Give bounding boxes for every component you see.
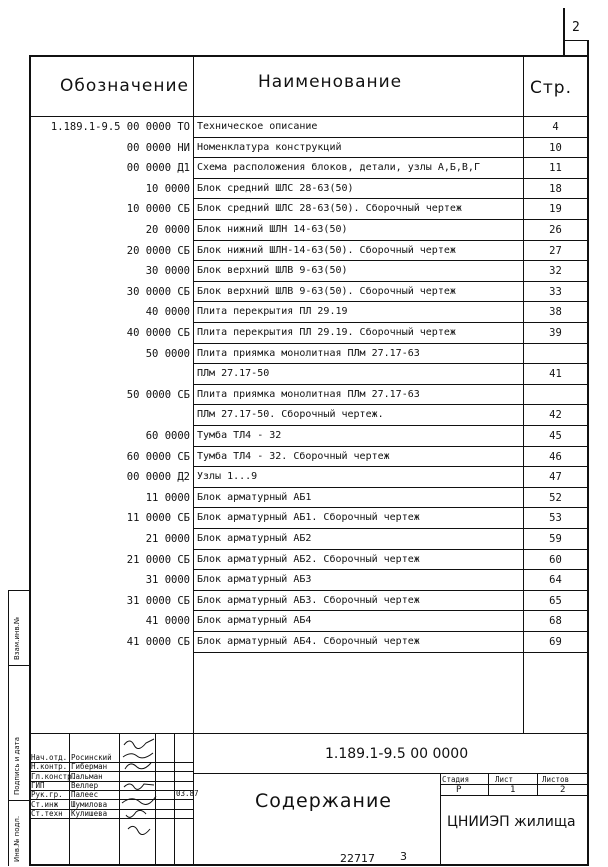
row-name: Тумба ТЛ4 - 32. Сборочный чертеж <box>197 450 390 462</box>
row-page: 64 <box>549 574 562 587</box>
row-name: Номенклатура конструкций <box>197 141 342 153</box>
side-label-podpis: Подпись и дата <box>13 737 21 795</box>
margin-div-3 <box>8 800 29 801</box>
row-code: 20 0000 СБ <box>126 244 190 257</box>
row-underline <box>193 198 589 199</box>
row-name: Блок арматурный АБ1. Сборочный чертеж <box>197 512 420 524</box>
row-underline <box>193 404 589 405</box>
sheet-box-left <box>563 8 565 56</box>
row-name: Узлы 1...9 <box>197 471 258 483</box>
row-underline <box>193 178 589 179</box>
side-label-vzam: Взам.инв.№ <box>13 616 21 660</box>
row-page: 42 <box>549 409 562 422</box>
row-name: Блок арматурный АБ3. Сборочный чертеж <box>197 594 420 606</box>
row-underline <box>193 219 589 220</box>
sign-name: Кулишева <box>71 809 108 819</box>
row-code: 41 0000 <box>145 615 190 628</box>
row-underline <box>193 260 589 261</box>
row-name: Плита перекрытия ПЛ 29.19 <box>197 306 348 318</box>
row-page: 10 <box>549 141 562 154</box>
row-name: Блок арматурный АБ3 <box>197 574 312 586</box>
row-underline <box>193 507 589 508</box>
row-code: 11 0000 <box>145 491 190 504</box>
tb-top <box>29 733 589 734</box>
row-page: 68 <box>549 615 562 628</box>
row-page: 11 <box>549 162 562 175</box>
row-name: Блок средний ШЛС 28-63(50) <box>197 182 354 194</box>
row-code: 00 0000 Д2 <box>126 471 190 484</box>
row-page: 52 <box>549 491 562 504</box>
row-underline <box>193 652 589 653</box>
row-underline <box>193 487 589 488</box>
row-underline <box>193 301 589 302</box>
row-name: Техническое описание <box>197 121 318 132</box>
tb-col-e <box>193 733 194 865</box>
row-code: 31 0000 СБ <box>126 594 190 607</box>
row-code: 50 0000 <box>145 347 190 360</box>
row-page: 26 <box>549 224 562 236</box>
footer-sheet: 3 <box>400 850 407 863</box>
row-page: 65 <box>549 594 562 607</box>
row-page: 60 <box>549 553 562 566</box>
row-page: 69 <box>549 636 562 648</box>
sign-name: Веллер <box>71 781 99 790</box>
row-code: 41 0000 СБ <box>126 636 190 648</box>
row-name: Блок арматурный АБ4. Сборочный чертеж <box>197 636 420 647</box>
header-page: Стр. <box>530 78 572 98</box>
row-underline <box>193 466 589 467</box>
row-page: 47 <box>549 471 562 484</box>
margin-strip <box>8 590 9 866</box>
sign-role: Гл.констр. <box>31 771 77 781</box>
row-page: 59 <box>549 533 562 545</box>
tb-mid-h <box>193 773 589 774</box>
tb-r-v2 <box>537 773 538 795</box>
sign-role: Рук.гр. <box>31 790 63 800</box>
row-name: Блок нижний ШЛН-14-63(50). Сборочный чертеж <box>197 244 456 256</box>
row-underline <box>193 137 589 138</box>
row-page: 33 <box>549 285 562 298</box>
sign-name: Росинский <box>71 752 112 762</box>
row-code: 20 0000 <box>145 224 190 236</box>
row-page: 46 <box>549 450 562 463</box>
doc-code: 1.189.1-9.5 00 0000 <box>325 746 469 762</box>
row-name: Схема расположения блоков, детали, узлы А,Б,В,Г <box>197 162 480 174</box>
sheets-label: Листов <box>542 775 570 784</box>
row-underline <box>193 425 589 426</box>
row-name: ПЛм 27.17-50 <box>197 368 270 380</box>
row-name: Плита приямка монолитная ПЛм 27.17-63 <box>197 347 420 359</box>
row-page: 45 <box>549 430 562 442</box>
frame-right <box>587 40 589 866</box>
stage-value: Р <box>456 785 462 795</box>
row-code: 10 0000 СБ <box>126 203 190 216</box>
organization: ЦНИИЭП жилища <box>447 814 576 830</box>
row-underline <box>193 281 589 282</box>
row-name: Блок верхний ШЛВ 9-63(50) <box>197 265 348 277</box>
row-page: 27 <box>549 244 562 257</box>
sign-name: Пальман <box>71 771 103 781</box>
margin-div-1 <box>8 590 29 591</box>
doc-title: Содержание <box>255 790 392 812</box>
tb-r-h2 <box>440 795 589 796</box>
row-underline <box>193 569 589 570</box>
sheet-box-top <box>563 40 589 41</box>
sign-role: Нач.отд. <box>31 752 68 762</box>
row-name: ПЛм 27.17-50. Сборочный чертеж. <box>197 409 384 421</box>
row-code: 40 0000 СБ <box>126 327 190 339</box>
row-underline <box>193 384 589 385</box>
header-name: Наименование <box>258 72 403 92</box>
tb-r-v1 <box>488 773 489 795</box>
row-page: 19 <box>549 203 562 216</box>
header-bottom <box>29 116 589 117</box>
row-underline <box>193 157 589 158</box>
row-name: Блок арматурный АБ2 <box>197 533 312 544</box>
row-code: 21 0000 <box>145 533 190 545</box>
row-underline <box>193 322 589 323</box>
frame-left <box>29 55 31 866</box>
row-code: 30 0000 <box>145 265 190 278</box>
frame-top <box>29 55 589 57</box>
row-name: Блок арматурный АБ2. Сборочный чертеж <box>197 553 420 565</box>
row-underline <box>193 528 589 529</box>
side-label-inv: Инв.№ подл. <box>13 815 21 862</box>
row-page: 4 <box>552 121 559 133</box>
row-page: 18 <box>549 182 562 195</box>
row-underline <box>193 363 589 364</box>
row-page: 41 <box>549 368 562 381</box>
sign-row-line <box>29 818 193 819</box>
row-name: Плита перекрытия ПЛ 29.19. Сборочный чертеж <box>197 327 456 338</box>
row-name: Тумба ТЛ4 - 32 <box>197 430 282 441</box>
sign-row-line <box>29 781 193 782</box>
signature-marks <box>120 735 160 865</box>
row-page: 53 <box>549 512 562 525</box>
sign-name: Гиберман <box>71 762 108 772</box>
row-underline <box>193 343 589 344</box>
row-code: 50 0000 СБ <box>126 388 190 401</box>
sheet-label: Лист <box>495 775 514 784</box>
row-name: Блок средний ШЛС 28-63(50). Сборочный чертеж <box>197 203 462 215</box>
tb-right-v <box>440 773 441 865</box>
row-underline <box>193 549 589 550</box>
row-code: 00 0000 Д1 <box>126 162 190 175</box>
row-code: 60 0000 СБ <box>126 450 190 463</box>
row-name: Блок верхний ШЛВ 9-63(50). Сборочный чертеж <box>197 285 456 297</box>
footer-number: 22717 <box>340 852 375 865</box>
row-page: 39 <box>549 327 562 339</box>
sheet-number: 2 <box>572 20 580 35</box>
row-code: 30 0000 СБ <box>126 285 190 298</box>
sign-name: Шумилова <box>71 799 108 809</box>
sign-role: Ст.инж <box>31 799 59 809</box>
row-underline <box>193 446 589 447</box>
row-code: 1.189.1-9.5 00 0000 ТО <box>50 121 190 133</box>
sign-role: Ст.техн <box>31 809 63 819</box>
row-underline <box>193 590 589 591</box>
row-code: 60 0000 <box>145 430 190 442</box>
row-underline <box>193 240 589 241</box>
row-name: Блок арматурный АБ4 <box>197 615 312 627</box>
frame-bottom <box>29 864 589 866</box>
row-code: 40 0000 <box>145 306 190 319</box>
sheets-value: 2 <box>560 785 566 795</box>
sheet-value: 1 <box>510 785 516 795</box>
row-code: 10 0000 <box>145 182 190 195</box>
stage-label: Стадия <box>442 775 470 784</box>
row-name: Блок арматурный АБ1 <box>197 491 312 503</box>
sign-date: 03.87 <box>176 789 199 798</box>
row-code: 21 0000 СБ <box>126 553 190 566</box>
sign-role: Н.контр. <box>31 762 68 772</box>
row-name: Блок нижний ШЛН 14-63(50) <box>197 224 348 235</box>
sign-name: Палеес <box>71 790 99 800</box>
row-underline <box>193 631 589 632</box>
header-designation: Обозначение <box>60 76 189 96</box>
row-code: 00 0000 НИ <box>126 141 190 154</box>
row-page: 32 <box>549 265 562 278</box>
row-code: 31 0000 <box>145 574 190 587</box>
row-name: Плита приямка монолитная ПЛм 27.17-63 <box>197 388 420 400</box>
row-page: 38 <box>549 306 562 319</box>
row-code: 11 0000 СБ <box>126 512 190 525</box>
margin-div-2 <box>8 665 29 666</box>
sign-role: ГИП <box>31 781 45 790</box>
row-underline <box>193 610 589 611</box>
